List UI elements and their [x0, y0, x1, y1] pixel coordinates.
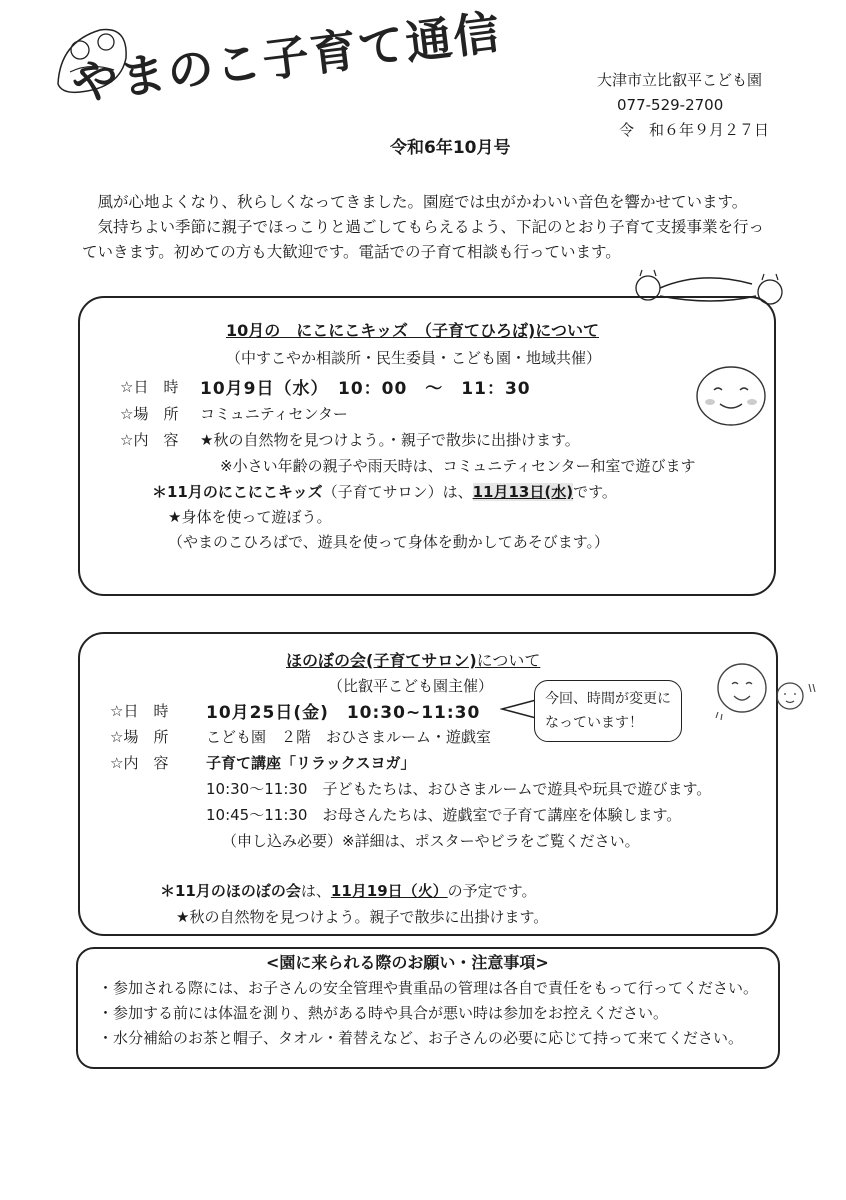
intro-text	[82, 190, 772, 265]
event1-heading: 10月の にこにこキッズ （子育てひろば)について	[226, 321, 599, 340]
event2-place-value: こども園 ２階 おひさまルーム・遊戯室	[206, 728, 492, 746]
event1-next-prefix: ＊11月のにこにこキッズ	[152, 483, 323, 501]
time-change-bubble	[534, 680, 682, 742]
event2-heading	[286, 648, 540, 671]
notice-item: ・参加される際には、お子さんの安全管理や貴重品の管理は各自で責任をもって行ってください。	[98, 979, 759, 997]
intro-paragraph: 風が心地よくなり、秋らしくなってきました。園庭では虫がかわいい音色を響かせています。	[82, 193, 748, 211]
event2-schedule-1: 10:30～11:30 子どもたちは、おひさまルームで遊具や玩具で遊びます。	[206, 780, 712, 798]
event1-next-date: 11月13日(水)	[472, 483, 574, 501]
event2-date-label: ☆日 時	[110, 702, 169, 720]
event1-content-label: ☆内 容	[120, 431, 179, 449]
parent-child-faces-illustration	[712, 654, 816, 726]
event2-content-value: 子育て講座「リラックスヨガ」	[206, 754, 416, 772]
event1-next-mid: （子育てサロン）は、	[322, 483, 473, 501]
event2-next-suffix: の予定です。	[447, 882, 537, 900]
event1-date-label: ☆日 時	[120, 378, 179, 396]
event2-place-label: ☆場 所	[110, 728, 169, 746]
event1-next-content: ★身体を使って遊ぼう。	[168, 508, 332, 526]
event1-next-line	[152, 481, 617, 502]
event2-subheading: （比叡平こども園主催）	[328, 677, 494, 695]
event1-subheading: （中すこやか相談所・民生委員・こども園・地域共催）	[226, 349, 602, 367]
event1-next-detail: （やまのこひろばで、遊具を使って身体を動かしてあそびます。）	[168, 533, 610, 551]
event1-place-label: ☆場 所	[120, 405, 179, 423]
event2-next-line	[160, 880, 536, 901]
intro-paragraph: 気持ちよい季節に親子でほっこりと過ごしてもらえるよう、下記のとおり子育て支援事業を行っていきます。初めての方も大歓迎です。電話での子育て相談も行っています。	[82, 218, 765, 261]
event1-place-value: コミュニティセンター	[200, 405, 348, 423]
event2-next-date: 11月19日（火）	[330, 882, 448, 900]
org-name: 大津市立比叡平こども園	[597, 71, 763, 89]
event1-content-value: ★秋の自然物を見つけよう。・親子で散歩に出掛けます。	[200, 431, 580, 449]
organization-block	[597, 68, 769, 143]
event1-next-suffix: です。	[573, 483, 617, 501]
org-phone: 077-529-2700	[617, 96, 724, 114]
event2-schedule-2: 10:45～11:30 お母さんたちは、遊戯室で子育て講座を体験します。	[206, 806, 682, 824]
event2-date-value: 10月25日(金) 10:30~11:30	[206, 703, 481, 723]
event2-heading-rest: について	[476, 651, 541, 670]
event1-note: ※小さい年齢の親子や雨天時は、コミュニティセンター和室で遊びます	[220, 457, 696, 475]
event1-date-value: 10月9日（水） 10：00 ～ 11：30	[200, 379, 531, 399]
notice-heading: <園に来られる際のお願い・注意事項>	[266, 953, 549, 972]
event2-next-content: ★秋の自然物を見つけよう。親子で散歩に出掛けます。	[176, 908, 549, 926]
event2-heading-bold: ほのぼの会(子育てサロン)	[286, 651, 477, 670]
event2-next-mid: は、	[300, 882, 331, 900]
newsletter-title: やまのこ子育て通信	[69, 4, 505, 112]
bubble-line-2: なっています！	[545, 715, 643, 731]
event2-note: （申し込み必要）※詳細は、ポスターやビラをご覧ください。	[222, 832, 640, 850]
issue-label: 令和6年10月号	[390, 138, 511, 158]
smiley-face-icon	[694, 364, 768, 428]
notice-item: ・参加する前には体温を測り、熱がある時や具合が悪い時は参加をお控えください。	[98, 1004, 669, 1022]
issue-date: 令 和６年９月２７日	[619, 121, 770, 139]
event2-next-prefix: ＊11月のほのぼの会	[160, 882, 301, 900]
notice-item: ・水分補給のお茶と帽子、タオル・着替えなど、お子さんの必要に応じて持って来てください。	[98, 1029, 744, 1047]
bubble-line-1: 今回、時間が変更に	[545, 691, 671, 707]
event2-content-label: ☆内 容	[110, 754, 169, 772]
